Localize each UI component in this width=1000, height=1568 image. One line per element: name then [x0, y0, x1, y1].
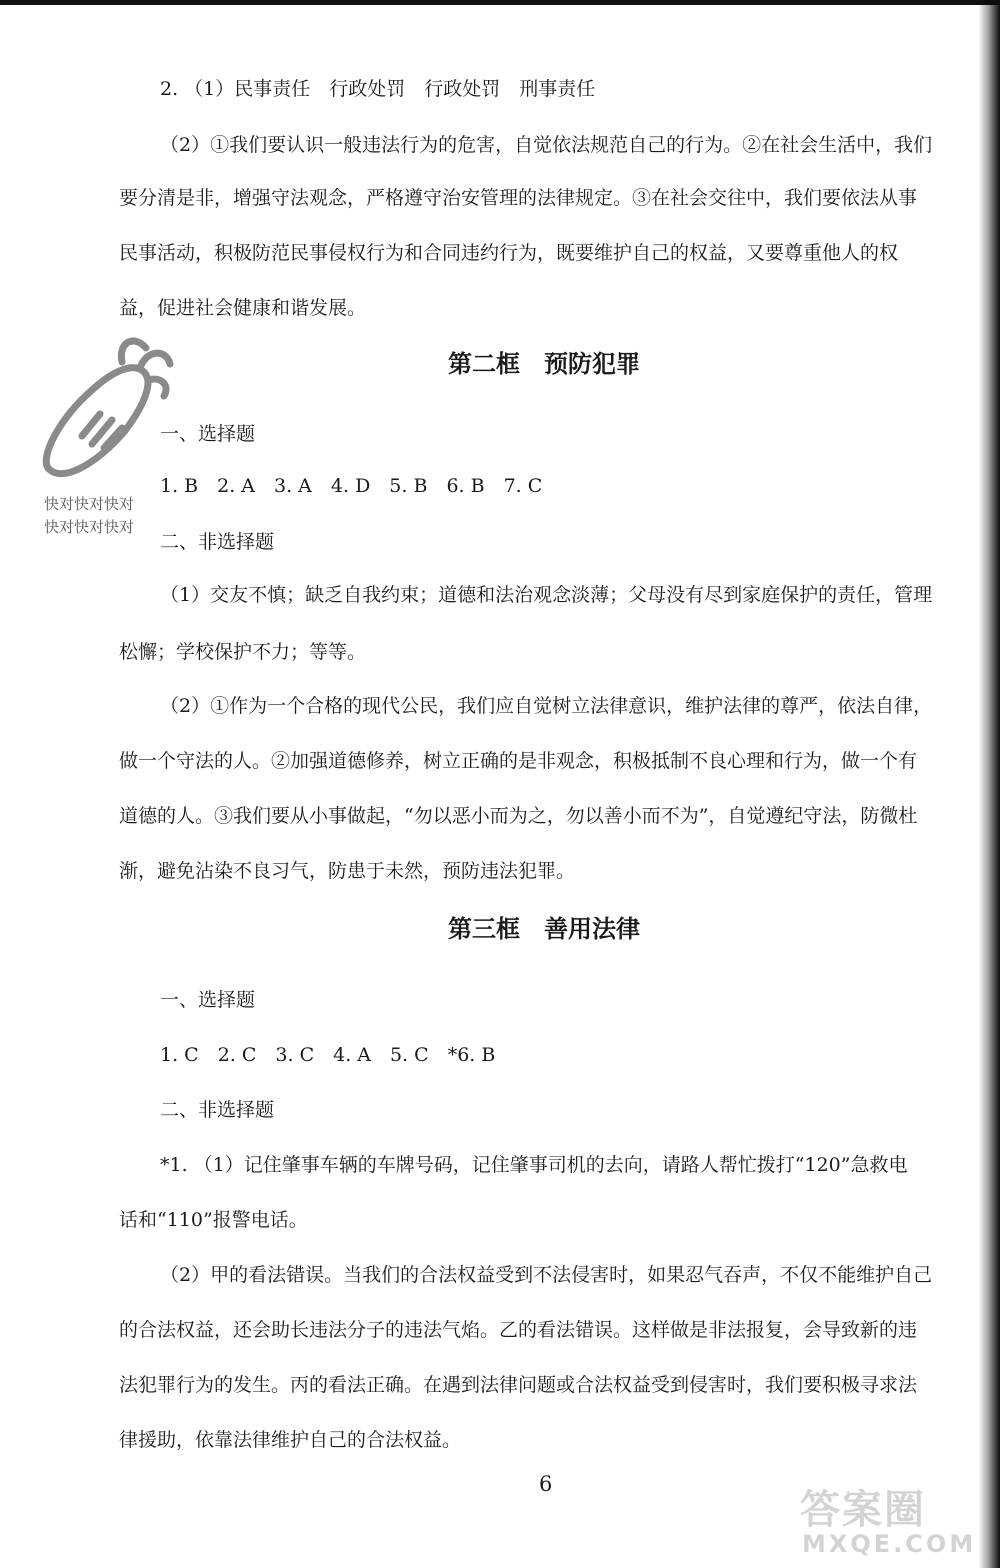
watermark: [800, 1478, 977, 1558]
watermark-title: 答案圈: [800, 1487, 926, 1533]
scan-top-edge: [0, 0, 1000, 5]
section-heading: 第二框 预防犯罪: [448, 350, 640, 378]
answer-line: 2. （1）民事责任 行政处罚 行政处罚 刑事责任: [160, 78, 596, 100]
watermark-url: MXQE.COM: [802, 1530, 977, 1558]
answer-line: 益，促进社会健康和谐发展。: [119, 297, 367, 319]
answer-line: 道德的人。③我们要从小事做起，“勿以恶小而为之，勿以善小而不为”，自觉遵纪守法，防微杜: [119, 805, 918, 827]
answer-line: 法犯罪行为的发生。丙的看法正确。在遇到法律问题或合法权益受到侵害时，我们要积极寻求法: [119, 1374, 918, 1396]
answer-line: （2）①我们要认识一般违法行为的危害，自觉依法规范自己的行为。②在社会生活中，我们: [160, 134, 933, 156]
choice-answers: 1. C 2. C 3. C 4. A 5. C *6. B: [160, 1044, 496, 1066]
page-number: 6: [539, 1472, 553, 1496]
answer-line: （1）交友不慎；缺乏自我约束；道德和法治观念淡薄；父母没有尽到家庭保护的责任，管理: [160, 584, 933, 606]
subsection-title: 一、选择题: [160, 423, 256, 445]
answer-line: 话和“110”报警电话。: [119, 1209, 308, 1231]
answer-line: 渐，避免沾染不良习气，防患于未然，预防违法犯罪。: [119, 860, 576, 882]
subsection-title: 二、非选择题: [160, 531, 275, 553]
scan-right-shadow: [978, 0, 1000, 1568]
logo-text: 快对快对快对: [44, 518, 135, 536]
answer-line: 律援助，依靠法律维护自己的合法权益。: [119, 1429, 462, 1451]
answer-line: *1. （1）记住肇事车辆的车牌号码，记住肇事司机的去向，请路人帮忙拨打“120”急救电: [160, 1154, 908, 1176]
section-heading: 第三框 善用法律: [448, 915, 640, 943]
answer-line: （2）①作为一个合格的现代公民，我们应自觉树立法律意识，维护法律的尊严，依法自律，: [160, 695, 933, 717]
answer-line: 民事活动，积极防范民事侵权行为和合同违约行为，既要维护自己的权益，又要尊重他人的权: [119, 242, 899, 264]
answer-line: 的合法权益，还会助长违法分子的违法气焰。乙的看法错误。这样做是非法报复，会导致新的违: [119, 1319, 918, 1341]
subsection-title: 二、非选择题: [160, 1099, 275, 1121]
subsection-title: 一、选择题: [160, 989, 256, 1011]
answer-line: 要分清是非，增强守法观念，严格遵守治安管理的法律规定。③在社会交往中，我们要依法从事: [119, 187, 918, 209]
logo-text: 快对快对快对: [44, 495, 135, 513]
choice-answers: 1. B 2. A 3. A 4. D 5. B 6. B 7. C: [160, 475, 543, 497]
answer-line: 松懈；学校保护不力；等等。: [119, 641, 367, 663]
answer-line: 做一个守法的人。②加强道德修养，树立正确的是非观念，积极抵制不良心理和行为，做一个有: [119, 750, 918, 772]
answer-line: （2）甲的看法错误。当我们的合法权益受到不法侵害时，如果忍气吞声，不仅不能维护自己: [160, 1264, 933, 1286]
